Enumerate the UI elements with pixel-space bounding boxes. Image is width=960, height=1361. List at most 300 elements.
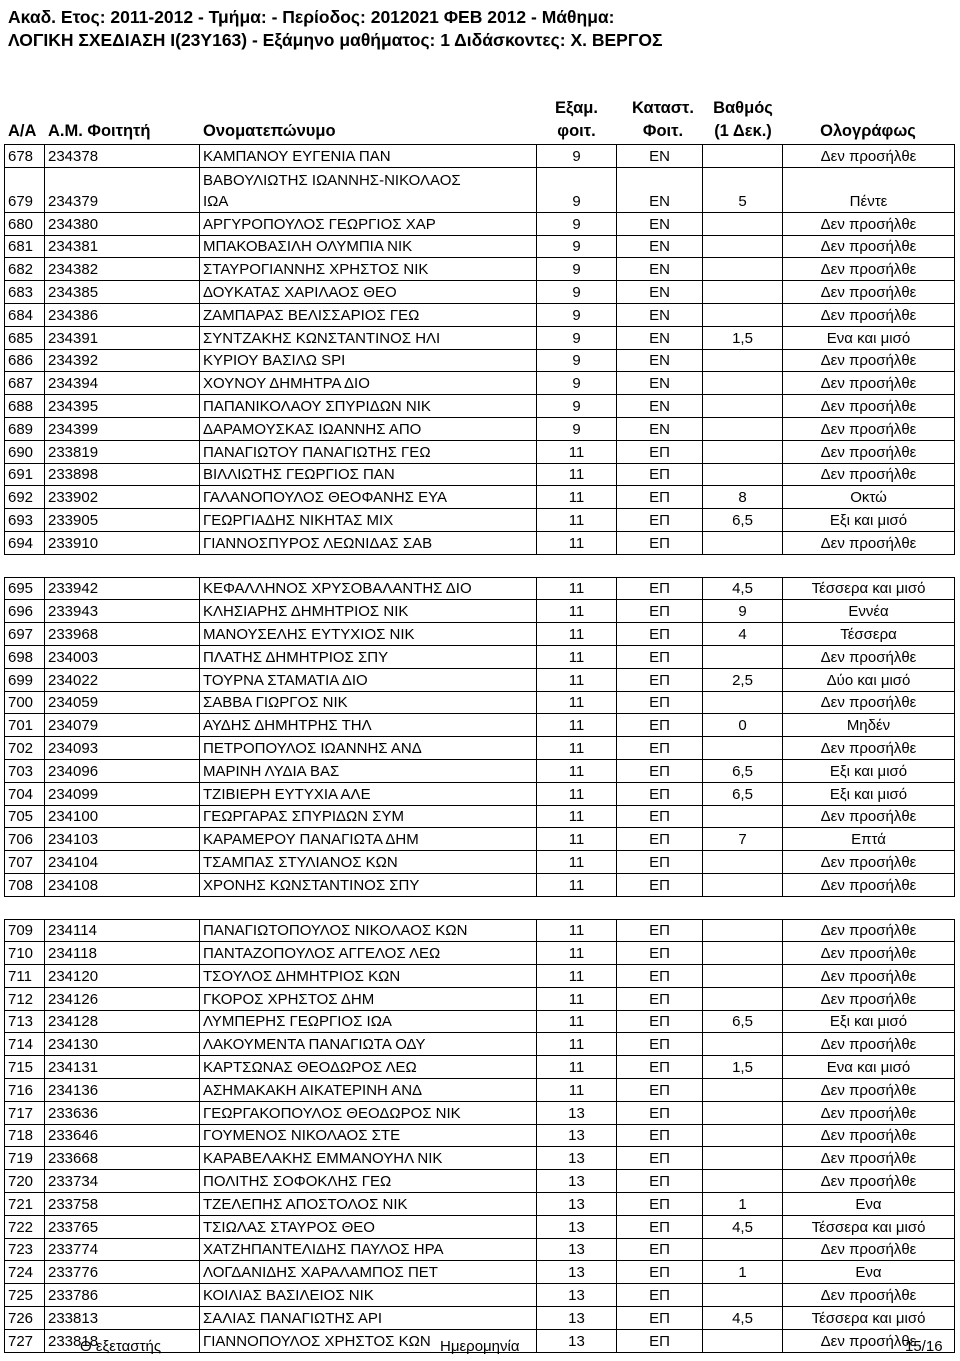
table-row xyxy=(5,965,955,988)
cell-name: ΠΑΝΑΓΙΩΤΟΠΟΥΛΟΣ ΝΙΚΟΛΑΟΣ ΚΩΝ xyxy=(200,919,537,942)
table-row xyxy=(5,349,955,372)
table-row xyxy=(5,759,955,782)
cell-grade-words: Επτά xyxy=(783,828,955,851)
cell-grade xyxy=(703,1124,783,1147)
table-row xyxy=(5,1101,955,1124)
cell-status: ΕΠ xyxy=(617,1033,703,1056)
cell-status: ΕΠ xyxy=(617,509,703,532)
cell-name: ΠΕΤΡΟΠΟΥΛΟΣ ΙΩΑΝΝΗΣ ΑΝΔ xyxy=(200,737,537,760)
cell-semester: 9 xyxy=(537,303,617,326)
table-row xyxy=(5,805,955,828)
cell-grade xyxy=(703,212,783,235)
cell-aa: 704 xyxy=(5,782,45,805)
cell-grade: 8 xyxy=(703,486,783,509)
cell-student-id: 234114 xyxy=(45,919,200,942)
cell-semester: 13 xyxy=(537,1329,617,1352)
cell-aa: 681 xyxy=(5,235,45,258)
header-status xyxy=(618,97,708,144)
cell-semester: 9 xyxy=(537,372,617,395)
cell-semester: 13 xyxy=(537,1124,617,1147)
cell-grade xyxy=(703,691,783,714)
cell-grade: 6,5 xyxy=(703,782,783,805)
cell-name: ΓΚΟΡΟΣ ΧΡΗΣΤΟΣ ΔΗΜ xyxy=(200,987,537,1010)
cell-status: ΕΝ xyxy=(617,349,703,372)
cell-grade-words: Ενα και μισό xyxy=(783,1056,955,1079)
cell-aa: 680 xyxy=(5,212,45,235)
header-semester xyxy=(538,97,615,144)
cell-aa: 703 xyxy=(5,759,45,782)
header-grade-top: Βαθμός xyxy=(713,99,773,117)
cell-status: ΕΠ xyxy=(617,645,703,668)
cell-grade: 2,5 xyxy=(703,668,783,691)
header-grade xyxy=(703,97,783,144)
cell-grade: 1,5 xyxy=(703,1056,783,1079)
cell-student-id: 234128 xyxy=(45,1010,200,1033)
table-row xyxy=(5,440,955,463)
cell-grade: 7 xyxy=(703,828,783,851)
cell-semester: 11 xyxy=(537,691,617,714)
cell-status: ΕΝ xyxy=(617,281,703,304)
cell-name: ΚΛΗΣΙΑΡΗΣ ΔΗΜΗΤΡΙΟΣ ΝΙΚ xyxy=(200,600,537,623)
cell-status: ΕΠ xyxy=(617,623,703,646)
cell-student-id: 234118 xyxy=(45,942,200,965)
cell-grade: 6,5 xyxy=(703,759,783,782)
table-row xyxy=(5,235,955,258)
table-row xyxy=(5,395,955,418)
cell-student-id: 234385 xyxy=(45,281,200,304)
cell-aa: 698 xyxy=(5,645,45,668)
cell-student-id: 234378 xyxy=(45,145,200,168)
section-gap xyxy=(5,896,955,919)
cell-semester: 11 xyxy=(537,600,617,623)
table-row xyxy=(5,1010,955,1033)
cell-grade: 1 xyxy=(703,1193,783,1216)
cell-grade xyxy=(703,1284,783,1307)
cell-status: ΕΠ xyxy=(617,1056,703,1079)
cell-grade xyxy=(703,531,783,554)
cell-student-id: 233910 xyxy=(45,531,200,554)
cell-grade-words: Δύο και μισό xyxy=(783,668,955,691)
table-row xyxy=(5,1284,955,1307)
cell-grade-words: Δεν προσήλθε xyxy=(783,919,955,942)
cell-student-id: 234131 xyxy=(45,1056,200,1079)
cell-student-id: 234136 xyxy=(45,1079,200,1102)
table-row xyxy=(5,623,955,646)
cell-grade-words: Δεν προσήλθε xyxy=(783,737,955,760)
cell-aa: 708 xyxy=(5,873,45,896)
table-row xyxy=(5,668,955,691)
cell-grade-words: Ενα xyxy=(783,1261,955,1284)
cell-student-id: 234108 xyxy=(45,873,200,896)
cell-name xyxy=(200,167,537,212)
cell-grade-words: Δεν προσήλθε xyxy=(783,1238,955,1261)
cell-name: ΓΕΩΡΓΑΡΑΣ ΣΠΥΡΙΔΩΝ ΣΥΜ xyxy=(200,805,537,828)
cell-grade: 5 xyxy=(703,167,783,212)
cell-grade: 4,5 xyxy=(703,577,783,600)
cell-name: ΚΑΡΑΜΕΡΟΥ ΠΑΝΑΓΙΩΤΑ ΔΗΜ xyxy=(200,828,537,851)
table-row xyxy=(5,737,955,760)
cell-aa: 694 xyxy=(5,531,45,554)
cell-name: ΚΟΙΛΙΑΣ ΒΑΣΙΛΕΙΟΣ ΝΙΚ xyxy=(200,1284,537,1307)
table-row xyxy=(5,1124,955,1147)
cell-student-id: 234120 xyxy=(45,965,200,988)
cell-grade-words: Δεν προσήλθε xyxy=(783,349,955,372)
cell-status: ΕΝ xyxy=(617,395,703,418)
cell-aa: 725 xyxy=(5,1284,45,1307)
cell-semester: 9 xyxy=(537,167,617,212)
cell-status: ΕΠ xyxy=(617,987,703,1010)
cell-status: ΕΠ xyxy=(617,1170,703,1193)
cell-status: ΕΠ xyxy=(617,1147,703,1170)
header-status-top: Καταστ. xyxy=(632,99,694,117)
table-row xyxy=(5,600,955,623)
table-row xyxy=(5,1238,955,1261)
cell-student-id: 233905 xyxy=(45,509,200,532)
cell-aa: 691 xyxy=(5,463,45,486)
cell-grade-words: Εξι και μισό xyxy=(783,509,955,532)
cell-name: ΚΑΜΠΑΝΟΥ ΕΥΓΕΝΙΑ ΠΑΝ xyxy=(200,145,537,168)
footer-page-number: 15/16 xyxy=(905,1338,943,1355)
cell-student-id: 233813 xyxy=(45,1307,200,1330)
table-row xyxy=(5,1033,955,1056)
cell-status: ΕΠ xyxy=(617,737,703,760)
cell-semester: 9 xyxy=(537,212,617,235)
cell-grade: 4,5 xyxy=(703,1307,783,1330)
cell-semester: 11 xyxy=(537,737,617,760)
cell-semester: 11 xyxy=(537,668,617,691)
cell-student-id: 234380 xyxy=(45,212,200,235)
cell-grade xyxy=(703,258,783,281)
cell-grade-words: Δεν προσήλθε xyxy=(783,873,955,896)
cell-aa: 716 xyxy=(5,1079,45,1102)
cell-student-id: 234392 xyxy=(45,349,200,372)
cell-student-id: 234022 xyxy=(45,668,200,691)
table-row xyxy=(5,303,955,326)
cell-grade xyxy=(703,281,783,304)
cell-name: ΠΟΛΙΤΗΣ ΣΟΦΟΚΛΗΣ ΓΕΩ xyxy=(200,1170,537,1193)
cell-aa: 684 xyxy=(5,303,45,326)
cell-student-id: 234395 xyxy=(45,395,200,418)
cell-grade xyxy=(703,1170,783,1193)
header-student-id: Α.Μ. Φοιτητή xyxy=(48,122,151,140)
header-semester-bottom: φοιτ. xyxy=(557,122,596,140)
title-line-2: ΛΟΓΙΚΗ ΣΧΕΔΙΑΣΗ Ι(23Υ163) - Εξάμηνο μαθήματος: 1 Διδάσκοντες: Χ. ΒΕΡΓΟΣ xyxy=(8,30,663,50)
cell-name: ΠΛΑΤΗΣ ΔΗΜΗΤΡΙΟΣ ΣΠΥ xyxy=(200,645,537,668)
table-row xyxy=(5,577,955,600)
cell-aa: 723 xyxy=(5,1238,45,1261)
cell-semester: 11 xyxy=(537,851,617,874)
cell-semester: 13 xyxy=(537,1284,617,1307)
cell-status: ΕΠ xyxy=(617,1307,703,1330)
table-row xyxy=(5,1147,955,1170)
cell-aa: 693 xyxy=(5,509,45,532)
cell-name: ΔΑΡΑΜΟΥΣΚΑΣ ΙΩΑΝΝΗΣ ΑΠΟ xyxy=(200,417,537,440)
cell-student-id: 233786 xyxy=(45,1284,200,1307)
cell-student-id: 233774 xyxy=(45,1238,200,1261)
cell-grade xyxy=(703,987,783,1010)
cell-aa: 709 xyxy=(5,919,45,942)
cell-grade xyxy=(703,372,783,395)
cell-semester: 13 xyxy=(537,1147,617,1170)
cell-aa: 712 xyxy=(5,987,45,1010)
cell-semester: 11 xyxy=(537,486,617,509)
cell-status: ΕΠ xyxy=(617,782,703,805)
cell-aa: 679 xyxy=(5,167,45,212)
table-row xyxy=(5,828,955,851)
table-row xyxy=(5,645,955,668)
cell-student-id: 233765 xyxy=(45,1215,200,1238)
cell-name: ΓΑΛΑΝΟΠΟΥΛΟΣ ΘΕΟΦΑΝΗΣ ΕΥΑ xyxy=(200,486,537,509)
table-row xyxy=(5,531,955,554)
cell-status: ΕΠ xyxy=(617,1079,703,1102)
cell-status: ΕΝ xyxy=(617,145,703,168)
cell-aa: 726 xyxy=(5,1307,45,1330)
cell-name: ΣΑΛΙΑΣ ΠΑΝΑΓΙΩΤΗΣ ΑΡΙ xyxy=(200,1307,537,1330)
cell-name: ΑΥΔΗΣ ΔΗΜΗΤΡΗΣ ΤΗΛ xyxy=(200,714,537,737)
cell-student-id: 233776 xyxy=(45,1261,200,1284)
cell-grade-words: Δεν προσήλθε xyxy=(783,235,955,258)
cell-student-id: 233636 xyxy=(45,1101,200,1124)
cell-semester: 11 xyxy=(537,782,617,805)
cell-status: ΕΠ xyxy=(617,851,703,874)
cell-semester: 11 xyxy=(537,1033,617,1056)
cell-aa: 688 xyxy=(5,395,45,418)
cell-name: ΤΖΕΛΕΠΗΣ ΑΠΟΣΤΟΛΟΣ ΝΙΚ xyxy=(200,1193,537,1216)
cell-semester: 13 xyxy=(537,1261,617,1284)
cell-grade: 4,5 xyxy=(703,1215,783,1238)
cell-status: ΕΠ xyxy=(617,759,703,782)
cell-semester: 11 xyxy=(537,805,617,828)
cell-grade xyxy=(703,463,783,486)
document-title xyxy=(8,6,952,52)
cell-name: ΛΟΓΔΑΝΙΔΗΣ ΧΑΡΑΛΑΜΠΟΣ ΠΕΤ xyxy=(200,1261,537,1284)
cell-grade-words: Δεν προσήλθε xyxy=(783,281,955,304)
cell-aa: 678 xyxy=(5,145,45,168)
header-semester-top: Εξαμ. xyxy=(555,99,598,117)
cell-status: ΕΝ xyxy=(617,372,703,395)
cell-student-id: 233818 xyxy=(45,1329,200,1352)
cell-semester: 11 xyxy=(537,440,617,463)
table-row xyxy=(5,714,955,737)
cell-student-id: 233646 xyxy=(45,1124,200,1147)
cell-grade-words: Δεν προσήλθε xyxy=(783,1147,955,1170)
cell-status: ΕΠ xyxy=(617,1284,703,1307)
cell-grade-words: Τέσσερα και μισό xyxy=(783,577,955,600)
table-row xyxy=(5,145,955,168)
cell-aa: 701 xyxy=(5,714,45,737)
cell-aa: 720 xyxy=(5,1170,45,1193)
cell-status: ΕΠ xyxy=(617,714,703,737)
cell-name: ΚΥΡΙΟΥ ΒΑΣΙΛΩ SPI xyxy=(200,349,537,372)
cell-semester: 13 xyxy=(537,1307,617,1330)
cell-semester: 9 xyxy=(537,326,617,349)
header-grade-words: Ολογράφως xyxy=(820,122,916,140)
cell-student-id: 233968 xyxy=(45,623,200,646)
cell-name: ΜΑΡΙΝΗ ΛΥΔΙΑ ΒΑΣ xyxy=(200,759,537,782)
table-row xyxy=(5,486,955,509)
cell-grade: 1 xyxy=(703,1261,783,1284)
cell-status: ΕΠ xyxy=(617,942,703,965)
cell-aa: 689 xyxy=(5,417,45,440)
cell-name: ΑΡΓΥΡΟΠΟΥΛΟΣ ΓΕΩΡΓΙΟΣ ΧΑΡ xyxy=(200,212,537,235)
cell-grade-words: Δεν προσήλθε xyxy=(783,805,955,828)
cell-semester: 9 xyxy=(537,395,617,418)
table-row xyxy=(5,463,955,486)
cell-semester: 11 xyxy=(537,987,617,1010)
table-row xyxy=(5,167,955,212)
cell-semester: 11 xyxy=(537,1010,617,1033)
cell-semester: 11 xyxy=(537,463,617,486)
cell-status: ΕΠ xyxy=(617,577,703,600)
cell-grade-words: Μηδέν xyxy=(783,714,955,737)
cell-student-id: 234059 xyxy=(45,691,200,714)
cell-grade-words: Δεν προσήλθε xyxy=(783,1079,955,1102)
table-row xyxy=(5,417,955,440)
cell-aa: 722 xyxy=(5,1215,45,1238)
cell-grade: 9 xyxy=(703,600,783,623)
cell-status: ΕΝ xyxy=(617,417,703,440)
cell-grade: 6,5 xyxy=(703,1010,783,1033)
cell-semester: 9 xyxy=(537,417,617,440)
cell-status: ΕΠ xyxy=(617,965,703,988)
cell-name: ΧΡΟΝΗΣ ΚΩΝΣΤΑΝΤΙΝΟΣ ΣΠΥ xyxy=(200,873,537,896)
cell-status: ΕΝ xyxy=(617,167,703,212)
cell-student-id: 233942 xyxy=(45,577,200,600)
cell-semester: 11 xyxy=(537,1079,617,1102)
cell-name: ΤΖΙΒΙΕΡΗ ΕΥΤΥΧΙΑ ΑΛΕ xyxy=(200,782,537,805)
cell-aa: 682 xyxy=(5,258,45,281)
cell-grade xyxy=(703,919,783,942)
cell-semester: 13 xyxy=(537,1170,617,1193)
cell-status: ΕΠ xyxy=(617,1329,703,1352)
cell-grade xyxy=(703,1238,783,1261)
cell-name-line-1: ΒΑΒΟΥΛΙΩΤΗΣ ΙΩΑΝΝΗΣ-ΝΙΚΟΛΑΟΣ xyxy=(203,171,461,189)
cell-grade: 6,5 xyxy=(703,509,783,532)
cell-name: ΤΣΑΜΠΑΣ ΣΤΥΛΙΑΝΟΣ ΚΩΝ xyxy=(200,851,537,874)
table-row xyxy=(5,942,955,965)
cell-name: ΠΑΝΑΓΙΩΤΟΥ ΠΑΝΑΓΙΩΤΗΣ ΓΕΩ xyxy=(200,440,537,463)
cell-aa: 695 xyxy=(5,577,45,600)
cell-name: ΛΑΚΟΥΜΕΝΤΑ ΠΑΝΑΓΙΩΤΑ ΟΔΥ xyxy=(200,1033,537,1056)
cell-semester: 11 xyxy=(537,942,617,965)
cell-name: ΓΕΩΡΓΑΚΟΠΟΥΛΟΣ ΘΕΟΔΩΡΟΣ ΝΙΚ xyxy=(200,1101,537,1124)
cell-aa: 700 xyxy=(5,691,45,714)
cell-name: ΤΟΥΡΝΑ ΣΤΑΜΑΤΙΑ ΔΙΟ xyxy=(200,668,537,691)
cell-grade-words: Ενα και μισό xyxy=(783,326,955,349)
cell-aa: 687 xyxy=(5,372,45,395)
cell-grade-words: Δεν προσήλθε xyxy=(783,1101,955,1124)
cell-semester: 11 xyxy=(537,759,617,782)
table-row xyxy=(5,372,955,395)
cell-aa: 692 xyxy=(5,486,45,509)
cell-student-id: 233668 xyxy=(45,1147,200,1170)
cell-grade-words: Δεν προσήλθε xyxy=(783,145,955,168)
cell-student-id: 233943 xyxy=(45,600,200,623)
cell-student-id: 234104 xyxy=(45,851,200,874)
cell-student-id: 234003 xyxy=(45,645,200,668)
header-name: Ονοματεπώνυμο xyxy=(203,122,336,140)
cell-student-id: 234391 xyxy=(45,326,200,349)
cell-semester: 11 xyxy=(537,919,617,942)
cell-name: ΓΕΩΡΓΙΑΔΗΣ ΝΙΚΗΤΑΣ ΜΙΧ xyxy=(200,509,537,532)
cell-semester: 11 xyxy=(537,1056,617,1079)
header-status-bottom: Φοιτ. xyxy=(642,122,684,140)
cell-student-id: 234079 xyxy=(45,714,200,737)
cell-semester: 11 xyxy=(537,828,617,851)
cell-grade xyxy=(703,303,783,326)
cell-grade xyxy=(703,440,783,463)
section-gap-cell xyxy=(5,896,955,919)
cell-grade-words: Πέντε xyxy=(783,167,955,212)
cell-grade xyxy=(703,1329,783,1352)
table-row xyxy=(5,782,955,805)
cell-name: ΧΑΤΖΗΠΑΝΤΕΛΙΔΗΣ ΠΑΥΛΟΣ ΗΡΑ xyxy=(200,1238,537,1261)
cell-name: ΑΣΗΜΑΚΑΚΗ ΑΙΚΑΤΕΡΙΝΗ ΑΝΔ xyxy=(200,1079,537,1102)
cell-semester: 13 xyxy=(537,1238,617,1261)
footer-date: Ημερομηνία xyxy=(440,1338,520,1355)
cell-status: ΕΠ xyxy=(617,1010,703,1033)
cell-grade-words: Δεν προσήλθε xyxy=(783,851,955,874)
cell-aa: 705 xyxy=(5,805,45,828)
cell-semester: 11 xyxy=(537,509,617,532)
cell-name: ΜΠΑΚΟΒΑΣΙΛΗ ΟΛΥΜΠΙΑ ΝΙΚ xyxy=(200,235,537,258)
cell-status: ΕΠ xyxy=(617,440,703,463)
cell-grade xyxy=(703,349,783,372)
grades-table xyxy=(4,144,955,1353)
cell-grade xyxy=(703,942,783,965)
cell-status: ΕΠ xyxy=(617,919,703,942)
cell-grade-words: Δεν προσήλθε xyxy=(783,372,955,395)
cell-semester: 11 xyxy=(537,873,617,896)
cell-status: ΕΠ xyxy=(617,691,703,714)
cell-status: ΕΠ xyxy=(617,463,703,486)
cell-status: ΕΠ xyxy=(617,1215,703,1238)
cell-status: ΕΠ xyxy=(617,873,703,896)
cell-name: ΓΙΑΝΝΟΣΠΥΡΟΣ ΛΕΩΝΙΔΑΣ ΣΑΒ xyxy=(200,531,537,554)
cell-grade-words: Ενα xyxy=(783,1193,955,1216)
cell-student-id: 234126 xyxy=(45,987,200,1010)
cell-grade-words: Δεν προσήλθε xyxy=(783,1284,955,1307)
cell-status: ΕΠ xyxy=(617,1193,703,1216)
cell-name: ΤΣΟΥΛΟΣ ΔΗΜΗΤΡΙΟΣ ΚΩΝ xyxy=(200,965,537,988)
cell-student-id: 234382 xyxy=(45,258,200,281)
cell-name: ΠΑΠΑΝΙΚΟΛΑΟΥ ΣΠΥΡΙΔΩΝ ΝΙΚ xyxy=(200,395,537,418)
cell-student-id: 233902 xyxy=(45,486,200,509)
cell-name: ΖΑΜΠΑΡΑΣ ΒΕΛΙΣΣΑΡΙΟΣ ΓΕΩ xyxy=(200,303,537,326)
table-row xyxy=(5,919,955,942)
cell-student-id: 233758 xyxy=(45,1193,200,1216)
cell-grade xyxy=(703,395,783,418)
cell-grade-words: Τέσσερα xyxy=(783,623,955,646)
cell-grade-words: Δεν προσήλθε xyxy=(783,303,955,326)
cell-grade xyxy=(703,965,783,988)
cell-status: ΕΠ xyxy=(617,1101,703,1124)
cell-aa: 717 xyxy=(5,1101,45,1124)
table-row xyxy=(5,1079,955,1102)
cell-semester: 13 xyxy=(537,1193,617,1216)
cell-student-id: 234399 xyxy=(45,417,200,440)
table-row xyxy=(5,1193,955,1216)
cell-grade-words: Δεν προσήλθε xyxy=(783,942,955,965)
cell-aa: 719 xyxy=(5,1147,45,1170)
cell-name-line-2: ΙΩΑ xyxy=(203,192,229,210)
cell-aa: 683 xyxy=(5,281,45,304)
cell-student-id: 234096 xyxy=(45,759,200,782)
cell-status: ΕΝ xyxy=(617,326,703,349)
cell-grade-words: Εξι και μισό xyxy=(783,1010,955,1033)
cell-semester: 11 xyxy=(537,714,617,737)
cell-grade-words: Δεν προσήλθε xyxy=(783,1329,955,1352)
